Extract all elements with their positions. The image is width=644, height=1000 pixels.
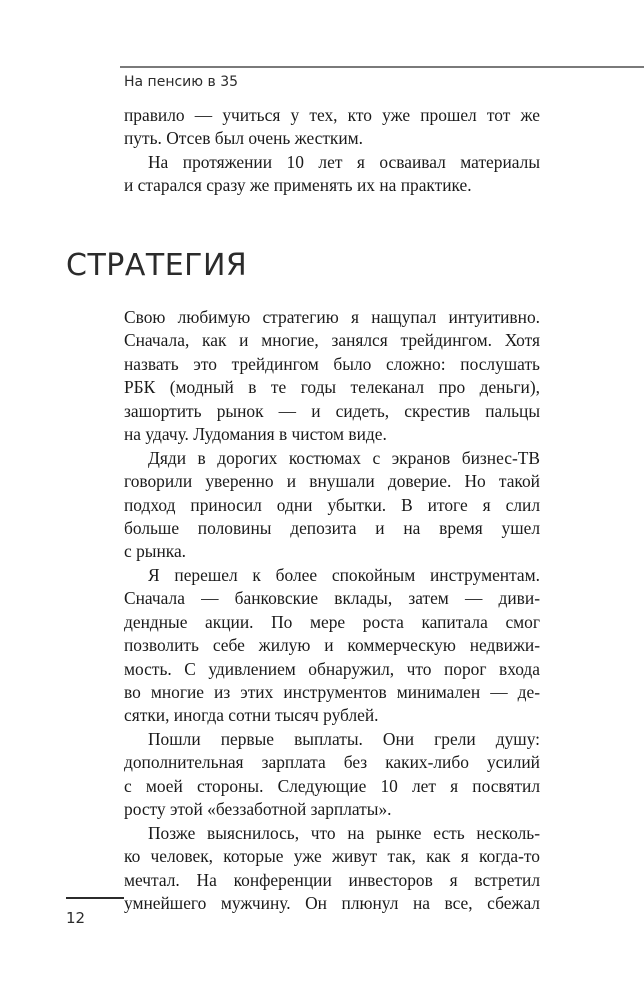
text-line: на удачу. Лудомания в чистом виде. [124, 424, 387, 445]
text-line: больше половины депозита и на время ушел [124, 517, 540, 538]
text-line: с рынка. [124, 541, 187, 562]
paragraph [124, 447, 540, 564]
text-line: РБК (модный в те годы телеканал про деньги), [124, 377, 540, 398]
paragraph [124, 822, 540, 916]
text-line: На протяжении 10 лет я осваивал материалы [148, 151, 540, 172]
text-line: дополнительная зарплата без каких-либо усилий [124, 752, 540, 773]
footer-rule [66, 897, 124, 899]
text-line: сятки, иногда сотни тысяч рублей. [124, 705, 379, 726]
paragraph [124, 564, 540, 728]
text-line: мость. С удивлением обнаружил, что порог входа [124, 658, 540, 679]
page-number: 12 [66, 909, 86, 927]
text-line: дендные акции. По мере роста капитала смог [124, 611, 540, 632]
body-text-block [124, 306, 540, 915]
paragraph [124, 104, 540, 151]
text-line: умнейшего мужчину. Он плюнул на все, сбежал [124, 892, 540, 913]
header-rule [120, 66, 644, 68]
text-line: росту этой «беззаботной зарплаты». [124, 799, 392, 820]
text-line: говорили уверенно и внушали доверие. Но такой [124, 471, 540, 492]
running-head: На пенсию в 35 [124, 74, 239, 90]
text-line: и старался сразу же применять их на практике. [124, 175, 472, 196]
text-line: позволить себе жилую и коммерческую недвижи- [124, 635, 540, 656]
text-line: мечтал. На конференции инвесторов я встретил [124, 869, 540, 890]
text-line: с моей стороны. Следующие 10 лет я посвятил [124, 775, 540, 796]
text-line: правило — учиться у тех, кто уже прошел тот же [124, 105, 540, 125]
text-line: Дяди в дорогих костюмах с экранов бизнес-ТВ [148, 447, 540, 468]
text-line: Пошли первые выплаты. Они грели душу: [148, 728, 540, 749]
text-line: во многие из этих инструментов минимален — де- [124, 682, 540, 702]
text-line: подход приносил одни убытки. В итоге я слил [124, 494, 540, 515]
top-text-block [124, 104, 540, 198]
paragraph [124, 151, 540, 198]
text-line: Свою любимую стратегию я нащупал интуитивно. [124, 307, 540, 327]
text-line: зашортить рынок — и сидеть, скрестив пальцы [124, 400, 540, 421]
text-line: Позже выяснилось, что на рынке есть несколь- [148, 822, 540, 843]
text-line: назвать это трейдингом было сложно: послушать [124, 353, 540, 374]
text-line: ко человек, которые уже живут так, как я когда-то [124, 846, 540, 867]
paragraph [124, 306, 540, 447]
text-line: путь. Отсев был очень жестким. [124, 128, 364, 149]
text-line: Я перешел к более спокойным инструментам. [148, 564, 540, 585]
text-line: Сначала, как и многие, занялся трейдингом. Хотя [124, 330, 540, 351]
paragraph [124, 728, 540, 822]
section-heading: СТРАТЕГИЯ [66, 248, 248, 283]
text-line: Сначала — банковские вклады, затем — диви- [124, 588, 540, 609]
